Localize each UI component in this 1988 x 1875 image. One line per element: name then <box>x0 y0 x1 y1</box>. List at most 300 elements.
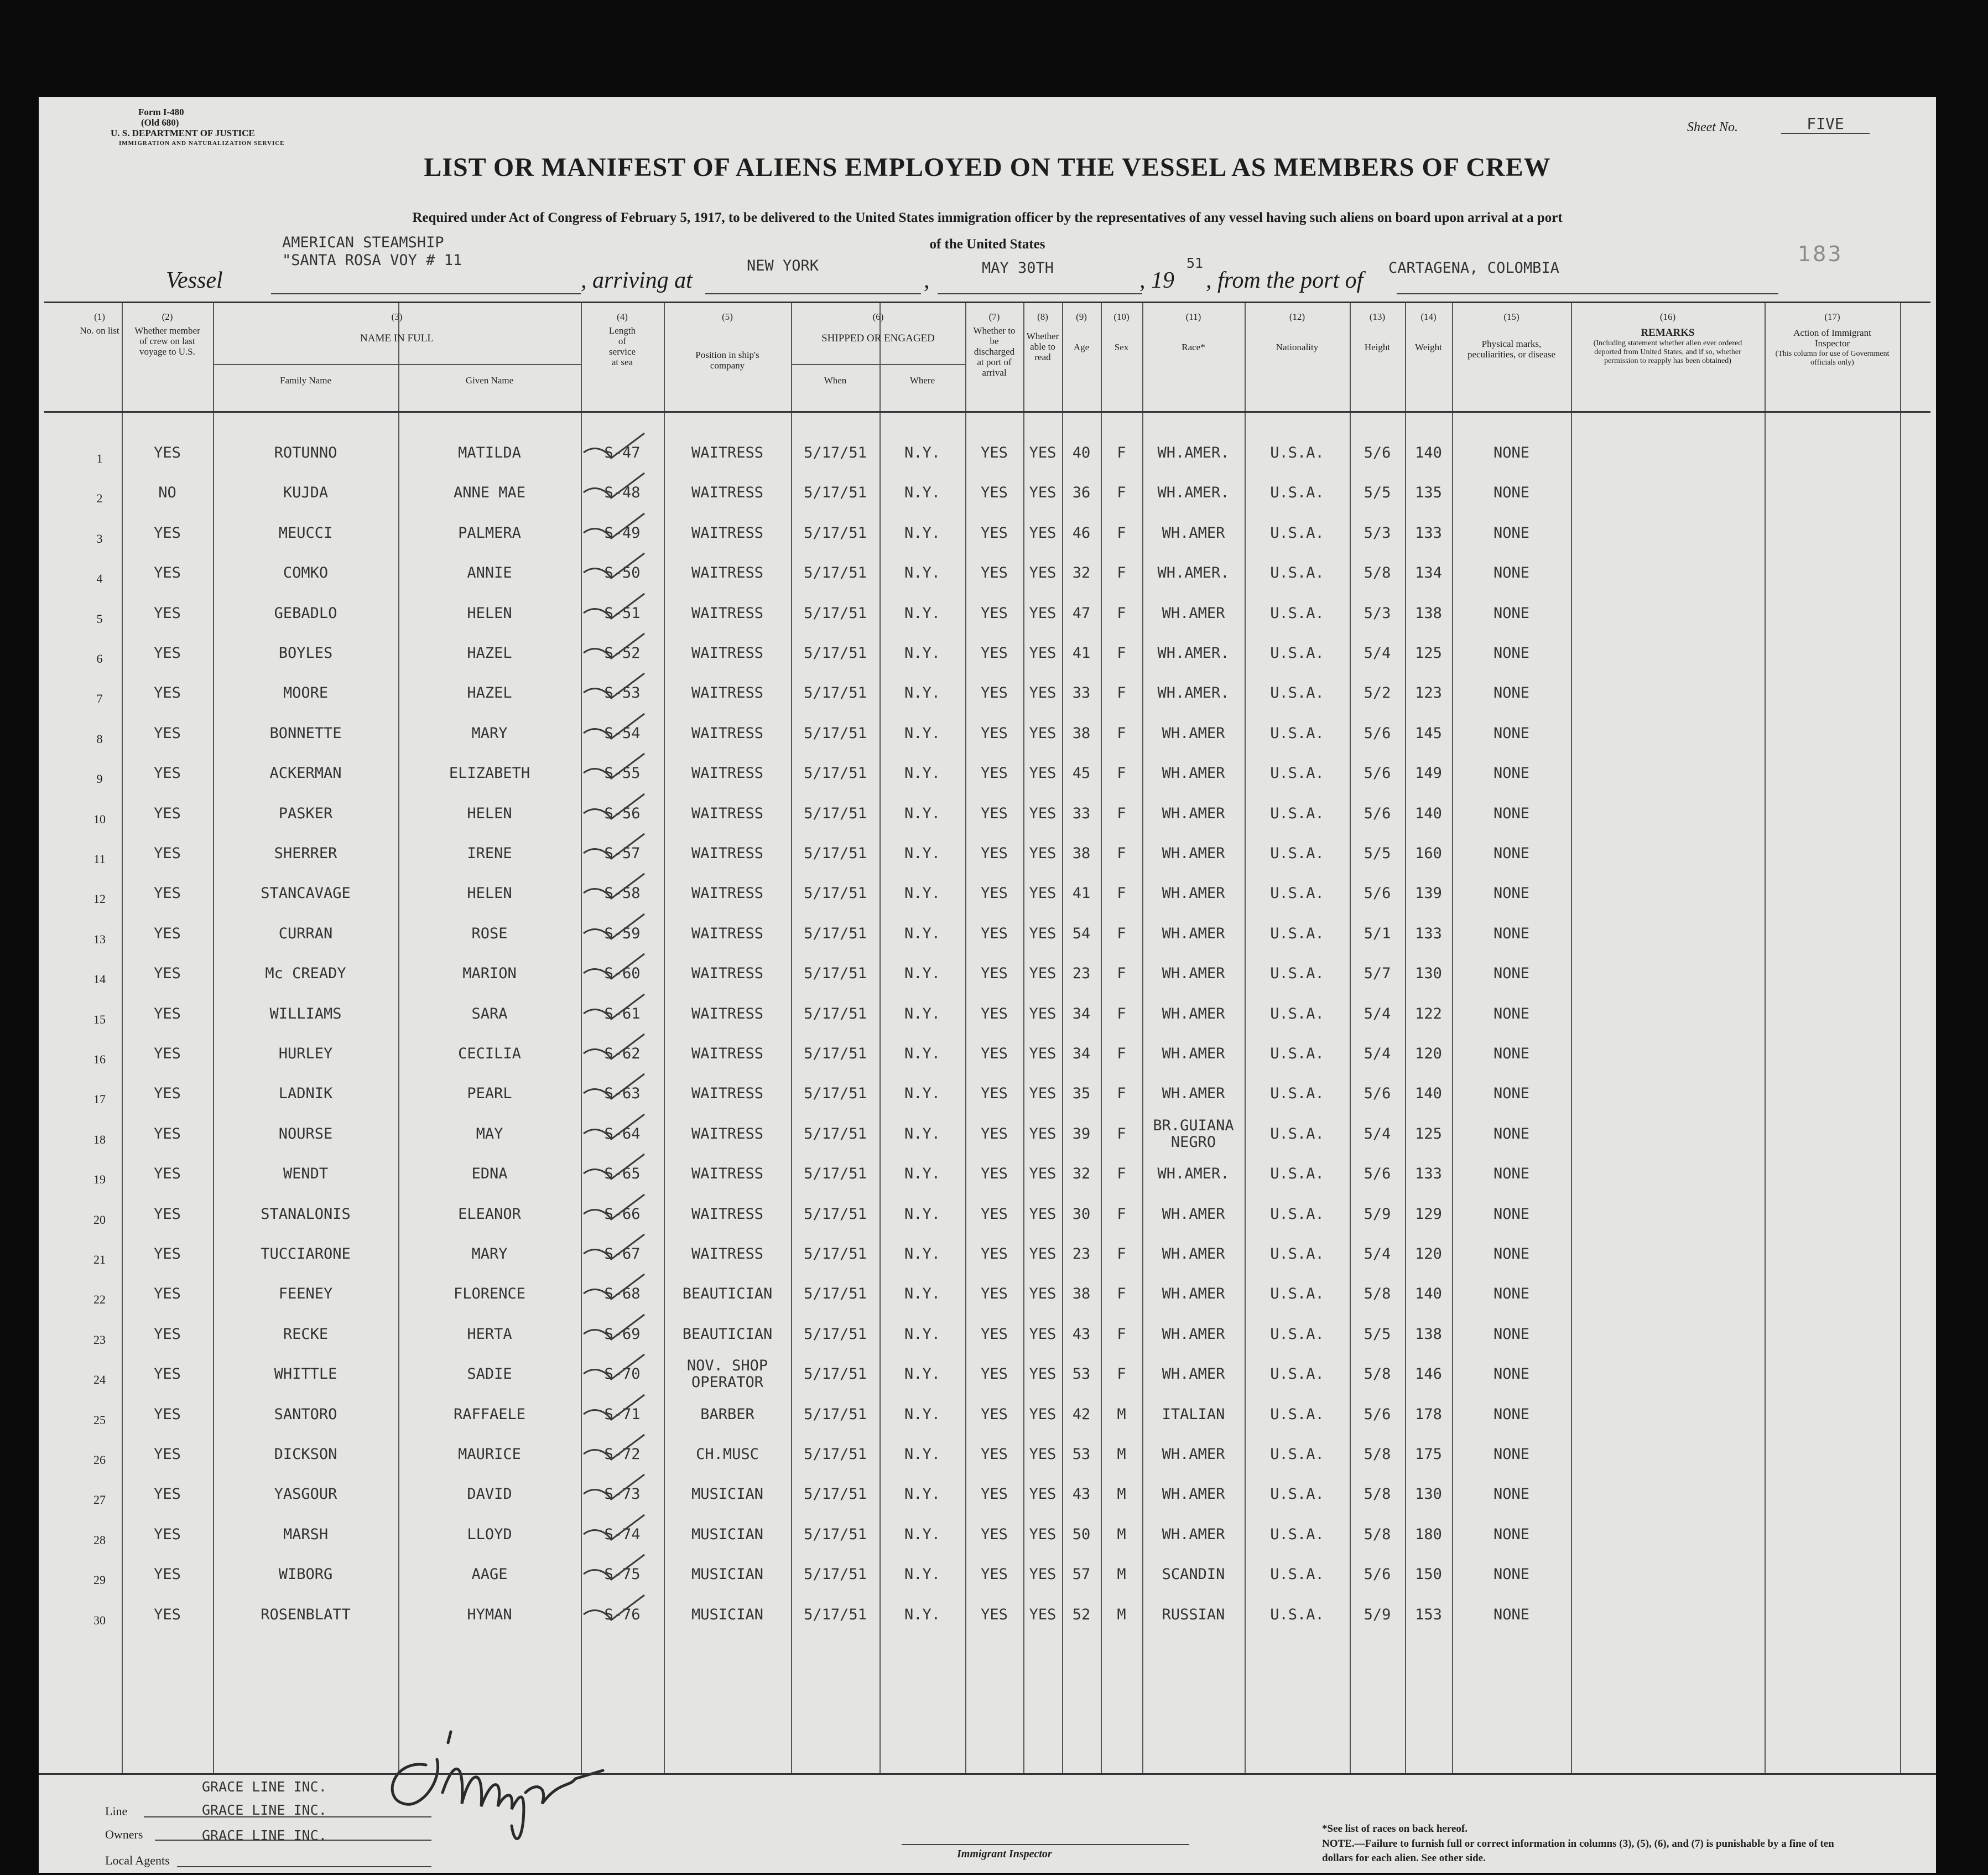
cell-prev: YES <box>154 804 181 822</box>
cell-read: YES <box>1029 765 1057 782</box>
handwritten-signature <box>360 1726 647 1853</box>
cell-service: S-56 <box>604 804 641 822</box>
cell-service: S-52 <box>604 645 641 662</box>
date-underline <box>938 293 1142 294</box>
cell-prev: YES <box>154 1245 181 1263</box>
cell-sex: F <box>1117 1125 1126 1142</box>
line-label: Line <box>105 1804 128 1818</box>
cell-when: 5/17/51 <box>804 1325 867 1343</box>
cell-height: 5/4 <box>1364 1245 1391 1263</box>
cell-family: WENDT <box>283 1165 329 1183</box>
cell-marks: NONE <box>1493 1325 1530 1343</box>
cell-weight: 160 <box>1415 845 1442 862</box>
cell-where: N.Y. <box>904 1606 941 1623</box>
cell-weight: 140 <box>1415 1285 1442 1303</box>
cell-race: WH.AMER. <box>1157 1165 1230 1183</box>
cell-age: 47 <box>1072 604 1091 622</box>
cell-race: ITALIAN <box>1162 1405 1225 1423</box>
cell-nationality: U.S.A. <box>1270 1525 1324 1543</box>
header-col-2: (2) Whether member of crew on last voyage to U.S. <box>134 311 200 357</box>
comma-separator: , <box>924 268 930 293</box>
cell-read: YES <box>1029 1245 1057 1263</box>
cell-given: LLOYD <box>467 1525 512 1543</box>
cell-marks: NONE <box>1493 604 1530 622</box>
cell-read: YES <box>1029 845 1057 862</box>
cell-age: 32 <box>1072 564 1091 582</box>
service-name: IMMIGRATION AND NATURALIZATION SERVICE <box>119 140 285 147</box>
cell-when: 5/17/51 <box>804 564 867 582</box>
cell-family: NOURSE <box>278 1125 333 1142</box>
cell-given: HELEN <box>467 885 512 902</box>
cell-marks: NONE <box>1493 885 1530 902</box>
cell-where: N.Y. <box>904 1325 941 1343</box>
cell-discharged: YES <box>981 845 1008 862</box>
cell-given: CECILIA <box>458 1045 521 1062</box>
cell-age: 33 <box>1072 684 1091 702</box>
cell-weight: 178 <box>1415 1405 1442 1423</box>
cell-service: S-71 <box>604 1405 641 1423</box>
cell-weight: 129 <box>1415 1205 1442 1223</box>
cell-given: HELEN <box>467 804 512 822</box>
vessel-underline <box>271 293 581 294</box>
cell-discharged: YES <box>981 1486 1008 1503</box>
cell-nationality: U.S.A. <box>1270 564 1324 582</box>
cell-given: HELEN <box>467 604 512 622</box>
cell-given: ELEANOR <box>458 1205 521 1223</box>
cell-weight: 120 <box>1415 1245 1442 1263</box>
cell-discharged: YES <box>981 1325 1008 1343</box>
cell-discharged: YES <box>981 924 1008 942</box>
cell-family: WIBORG <box>278 1566 333 1583</box>
row-number: 12 <box>93 892 106 906</box>
cell-position: BEAUTICIAN <box>682 1285 773 1303</box>
cell-given: PALMERA <box>458 524 521 542</box>
row-number: 14 <box>93 972 106 986</box>
cell-when: 5/17/51 <box>804 1365 867 1383</box>
cell-race: WH.AMER <box>1162 524 1225 542</box>
cell-sex: F <box>1117 1245 1126 1263</box>
races-note: *See list of races on back hereof. <box>1322 1823 1467 1835</box>
row-number: 7 <box>96 692 103 706</box>
table-row <box>44 1234 1930 1274</box>
row-number: 10 <box>93 812 106 826</box>
cell-race: SCANDIN <box>1162 1566 1225 1583</box>
cell-service: S-66 <box>604 1205 641 1223</box>
cell-prev: YES <box>154 645 181 662</box>
cell-when: 5/17/51 <box>804 885 867 902</box>
cell-race: WH.AMER <box>1162 1525 1225 1543</box>
cell-sex: F <box>1117 1165 1126 1183</box>
cell-when: 5/17/51 <box>804 1245 867 1263</box>
cell-discharged: YES <box>981 1005 1008 1022</box>
header-col-15: (15) Physical marks, peculiarities, or disease <box>1467 311 1556 360</box>
cell-prev: YES <box>154 1125 181 1142</box>
table-row <box>44 1315 1930 1354</box>
cell-height: 5/5 <box>1364 1325 1391 1343</box>
cell-age: 30 <box>1072 1205 1091 1223</box>
cell-given: MAY <box>476 1125 503 1142</box>
cell-marks: NONE <box>1493 524 1530 542</box>
table-row <box>44 754 1930 793</box>
cell-position: WAITRESS <box>691 804 764 822</box>
cell-weight: 145 <box>1415 724 1442 742</box>
header-when: When <box>824 375 847 386</box>
table-row <box>44 874 1930 913</box>
row-number: 25 <box>93 1412 106 1427</box>
header-where: Where <box>909 375 935 386</box>
header-col-17: (17) Action of Immigrant Inspector (This column for use of Government officials only) <box>1775 311 1890 367</box>
row-number: 17 <box>93 1092 106 1107</box>
cell-discharged: YES <box>981 1365 1008 1383</box>
cell-position: WAITRESS <box>691 845 764 862</box>
cell-race: WH.AMER <box>1162 1245 1225 1263</box>
cell-sex: F <box>1117 684 1126 702</box>
table-row <box>44 633 1930 673</box>
cell-height: 5/9 <box>1364 1205 1391 1223</box>
row-number: 30 <box>93 1613 106 1627</box>
cell-service: S-58 <box>604 885 641 902</box>
cell-where: N.Y. <box>904 604 941 622</box>
sheet-number-label: Sheet No. <box>1687 120 1738 134</box>
cell-height: 5/6 <box>1364 444 1391 461</box>
cell-nationality: U.S.A. <box>1270 604 1324 622</box>
cell-position: WAITRESS <box>691 885 764 902</box>
cell-sex: M <box>1117 1606 1126 1623</box>
cell-sex: M <box>1117 1486 1126 1503</box>
row-number: 26 <box>93 1453 106 1467</box>
table-row <box>44 473 1930 513</box>
cell-family: MEUCCI <box>278 524 333 542</box>
cell-when: 5/17/51 <box>804 845 867 862</box>
cell-family: STANCAVAGE <box>261 885 351 902</box>
cell-weight: 180 <box>1415 1525 1442 1543</box>
cell-family: SANTORO <box>274 1405 337 1423</box>
table-row <box>44 1274 1930 1314</box>
cell-age: 23 <box>1072 965 1091 983</box>
cell-family: GEBADLO <box>274 604 337 622</box>
crew-manifest-table <box>44 302 1930 1775</box>
row-number: 4 <box>96 572 103 586</box>
cell-race: WH.AMER. <box>1157 484 1230 502</box>
row-number: 21 <box>93 1253 106 1266</box>
cell-read: YES <box>1029 924 1057 942</box>
row-number: 3 <box>96 531 103 546</box>
cell-race: WH.AMER <box>1162 1285 1225 1303</box>
cell-position: BEAUTICIAN <box>682 1325 773 1343</box>
owners-label: Owners <box>105 1827 143 1841</box>
cell-given: HYMAN <box>467 1606 512 1623</box>
cell-service: S-65 <box>604 1165 641 1183</box>
cell-sex: M <box>1117 1566 1126 1583</box>
cell-nationality: U.S.A. <box>1270 484 1324 502</box>
table-row <box>44 1114 1930 1154</box>
cell-nationality: U.S.A. <box>1270 524 1324 542</box>
cell-service: S-64 <box>604 1125 641 1142</box>
name-subheader-divider <box>213 364 581 365</box>
cell-nationality: U.S.A. <box>1270 885 1324 902</box>
cell-where: N.Y. <box>904 845 941 862</box>
cell-given: MAURICE <box>458 1446 521 1463</box>
cell-marks: NONE <box>1493 1045 1530 1062</box>
cell-read: YES <box>1029 1446 1057 1463</box>
cell-nationality: U.S.A. <box>1270 1245 1324 1263</box>
cell-when: 5/17/51 <box>804 524 867 542</box>
row-number: 16 <box>93 1052 106 1066</box>
from-port-value: CARTAGENA, COLOMBIA <box>1388 259 1559 277</box>
cell-position: WAITRESS <box>691 1005 764 1022</box>
cell-when: 5/17/51 <box>804 1005 867 1022</box>
cell-height: 5/6 <box>1364 1405 1391 1423</box>
cell-discharged: YES <box>981 1606 1008 1623</box>
cell-read: YES <box>1029 604 1057 622</box>
cell-position: WAITRESS <box>691 965 764 983</box>
cell-where: N.Y. <box>904 564 941 582</box>
cell-read: YES <box>1029 444 1057 461</box>
cell-service: S-53 <box>604 684 641 702</box>
cell-age: 34 <box>1072 1005 1091 1022</box>
cell-marks: NONE <box>1493 1606 1530 1623</box>
cell-position: WAITRESS <box>691 1205 764 1223</box>
local-agents-label: Local Agents <box>105 1853 170 1867</box>
cell-race: WH.AMER. <box>1157 564 1230 582</box>
penalty-note <box>1322 1837 1853 1866</box>
cell-weight: 135 <box>1415 484 1442 502</box>
cell-given: DAVID <box>467 1486 512 1503</box>
cell-position: WAITRESS <box>691 765 764 782</box>
cell-nationality: U.S.A. <box>1270 724 1324 742</box>
table-row <box>44 1555 1930 1594</box>
cell-where: N.Y. <box>904 484 941 502</box>
cell-when: 5/17/51 <box>804 1165 867 1183</box>
cell-when: 5/17/51 <box>804 1606 867 1623</box>
cell-weight: 125 <box>1415 1125 1442 1142</box>
table-row <box>44 1595 1930 1635</box>
cell-family: Mc CREADY <box>265 965 346 983</box>
cell-age: 52 <box>1072 1606 1091 1623</box>
cell-where: N.Y. <box>904 1566 941 1583</box>
cell-weight: 133 <box>1415 924 1442 942</box>
cell-weight: 140 <box>1415 1085 1442 1103</box>
table-row <box>44 714 1930 754</box>
row-number: 28 <box>93 1533 106 1547</box>
cell-marks: NONE <box>1493 965 1530 983</box>
cell-service: S-73 <box>604 1486 641 1503</box>
table-row <box>44 673 1930 713</box>
cell-marks: NONE <box>1493 1365 1530 1383</box>
cell-when: 5/17/51 <box>804 724 867 742</box>
cell-height: 5/4 <box>1364 1125 1391 1142</box>
cell-discharged: YES <box>981 1165 1008 1183</box>
cell-height: 5/8 <box>1364 1486 1391 1503</box>
cell-given: ELIZABETH <box>449 765 530 782</box>
cell-where: N.Y. <box>904 444 941 461</box>
cell-weight: 149 <box>1415 765 1442 782</box>
cell-nationality: U.S.A. <box>1270 1045 1324 1062</box>
cell-height: 5/8 <box>1364 564 1391 582</box>
cell-race: WH.AMER <box>1162 924 1225 942</box>
cell-when: 5/17/51 <box>804 804 867 822</box>
cell-position: WAITRESS <box>691 604 764 622</box>
row-number: 1 <box>96 451 103 465</box>
immigrant-inspector-label: Immigrant Inspector <box>957 1848 1052 1860</box>
cell-family: YASGOUR <box>274 1486 337 1503</box>
cell-when: 5/17/51 <box>804 924 867 942</box>
cell-weight: 175 <box>1415 1446 1442 1463</box>
cell-where: N.Y. <box>904 1525 941 1543</box>
shipped-subheader-divider <box>791 364 965 365</box>
cell-age: 36 <box>1072 484 1091 502</box>
cell-marks: NONE <box>1493 765 1530 782</box>
cell-when: 5/17/51 <box>804 1045 867 1062</box>
cell-height: 5/6 <box>1364 804 1391 822</box>
cell-given: SADIE <box>467 1365 512 1383</box>
cell-position: WAITRESS <box>691 1085 764 1103</box>
cell-race: WH.AMER <box>1162 1085 1225 1103</box>
cell-discharged: YES <box>981 765 1008 782</box>
cell-discharged: YES <box>981 1085 1008 1103</box>
cell-where: N.Y. <box>904 1205 941 1223</box>
cell-family: ROSENBLATT <box>261 1606 351 1623</box>
cell-race: WH.AMER <box>1162 1365 1225 1383</box>
cell-marks: NONE <box>1493 924 1530 942</box>
table-row <box>44 1474 1930 1514</box>
cell-given: MARION <box>462 965 517 983</box>
cell-discharged: YES <box>981 524 1008 542</box>
cell-service: S-72 <box>604 1446 641 1463</box>
cell-when: 5/17/51 <box>804 444 867 461</box>
cell-sex: M <box>1117 1525 1126 1543</box>
cell-family: WHITTLE <box>274 1365 337 1383</box>
cell-marks: NONE <box>1493 1446 1530 1463</box>
cell-position: MUSICIAN <box>691 1486 764 1503</box>
cell-race: WH.AMER. <box>1157 645 1230 662</box>
row-number: 20 <box>93 1212 106 1227</box>
cell-position: WAITRESS <box>691 724 764 742</box>
cell-sex: F <box>1117 965 1126 983</box>
header-col-14: (14) Weight <box>1415 311 1442 352</box>
cell-marks: NONE <box>1493 1525 1530 1543</box>
cell-marks: NONE <box>1493 645 1530 662</box>
cell-age: 23 <box>1072 1245 1091 1263</box>
cell-marks: NONE <box>1493 564 1530 582</box>
line-value-top: GRACE LINE INC. <box>202 1779 327 1795</box>
cell-given: EDNA <box>471 1165 508 1183</box>
cell-age: 50 <box>1072 1525 1091 1543</box>
cell-prev: YES <box>154 1405 181 1423</box>
cell-nationality: U.S.A. <box>1270 804 1324 822</box>
cell-height: 5/7 <box>1364 965 1391 983</box>
cell-sex: F <box>1117 484 1126 502</box>
cell-marks: NONE <box>1493 484 1530 502</box>
arriving-label: , arriving at <box>581 268 693 293</box>
cell-age: 38 <box>1072 724 1091 742</box>
cell-sex: F <box>1117 645 1126 662</box>
cell-read: YES <box>1029 1165 1057 1183</box>
header-given-name: Given Name <box>465 375 514 386</box>
cell-family: ACKERMAN <box>269 765 342 782</box>
cell-family: PASKER <box>278 804 333 822</box>
cell-marks: NONE <box>1493 684 1530 702</box>
cell-read: YES <box>1029 1606 1057 1623</box>
cell-read: YES <box>1029 1325 1057 1343</box>
cell-nationality: U.S.A. <box>1270 1405 1324 1423</box>
cell-where: N.Y. <box>904 804 941 822</box>
table-row <box>44 1515 1930 1555</box>
cell-read: YES <box>1029 724 1057 742</box>
table-row <box>44 794 1930 834</box>
cell-weight: 153 <box>1415 1606 1442 1623</box>
cell-service: S-47 <box>604 444 641 461</box>
cell-when: 5/17/51 <box>804 765 867 782</box>
header-col-12: (12) Nationality <box>1276 311 1319 352</box>
cell-marks: NONE <box>1493 724 1530 742</box>
cell-read: YES <box>1029 885 1057 902</box>
cell-given: RAFFAELE <box>453 1405 526 1423</box>
cell-read: YES <box>1029 1365 1057 1383</box>
cell-discharged: YES <box>981 1245 1008 1263</box>
cell-service: S-76 <box>604 1606 641 1623</box>
cell-height: 5/4 <box>1364 645 1391 662</box>
cell-where: N.Y. <box>904 1405 941 1423</box>
cell-sex: F <box>1117 604 1126 622</box>
cell-marks: NONE <box>1493 1405 1530 1423</box>
cell-read: YES <box>1029 965 1057 983</box>
cell-height: 5/5 <box>1364 484 1391 502</box>
header-col-16: (16) REMARKS (Including statement whether alien ever ordered deported from United States, and if so, whether permission to reapply has been obtained) <box>1593 311 1742 365</box>
cell-given: MARY <box>471 724 508 742</box>
cell-when: 5/17/51 <box>804 484 867 502</box>
cell-position: WAITRESS <box>691 1165 764 1183</box>
note-text: —Failure to furnish full or correct information in columns (3), (5), (6), and (7) is punishable by a fine of ten dollars for each alien. See other side. <box>1322 1838 1834 1864</box>
cell-age: 46 <box>1072 524 1091 542</box>
cell-nationality: U.S.A. <box>1270 965 1324 983</box>
cell-when: 5/17/51 <box>804 1566 867 1583</box>
cell-height: 5/8 <box>1364 1285 1391 1303</box>
cell-nationality: U.S.A. <box>1270 1446 1324 1463</box>
cell-weight: 130 <box>1415 1486 1442 1503</box>
cell-where: N.Y. <box>904 1165 941 1183</box>
cell-sex: F <box>1117 885 1126 902</box>
form-old-number: (Old 680) <box>141 117 179 128</box>
cell-weight: 122 <box>1415 1005 1442 1022</box>
header-col-6: (6) SHIPPED OR ENGAGED <box>821 311 935 344</box>
year-prefix: , 19 <box>1139 268 1174 293</box>
cell-family: DICKSON <box>274 1446 337 1463</box>
vessel-name-line-1: AMERICAN STEAMSHIP <box>282 234 444 251</box>
cell-marks: NONE <box>1493 845 1530 862</box>
cell-prev: YES <box>154 1486 181 1503</box>
cell-age: 39 <box>1072 1125 1091 1142</box>
table-row <box>44 594 1930 633</box>
cell-race: WH.AMER <box>1162 1325 1225 1343</box>
cell-prev: YES <box>154 444 181 461</box>
cell-sex: F <box>1117 444 1126 461</box>
cell-race: WH.AMER <box>1162 1486 1225 1503</box>
cell-weight: 146 <box>1415 1365 1442 1383</box>
cell-prev: YES <box>154 1205 181 1223</box>
cell-height: 5/2 <box>1364 684 1391 702</box>
cell-weight: 139 <box>1415 885 1442 902</box>
cell-height: 5/4 <box>1364 1045 1391 1062</box>
cell-race: WH.AMER <box>1162 1005 1225 1022</box>
cell-prev: YES <box>154 1325 181 1343</box>
table-row <box>44 553 1930 593</box>
local-agents-underline <box>177 1866 431 1867</box>
cell-height: 5/3 <box>1364 604 1391 622</box>
cell-weight: 140 <box>1415 804 1442 822</box>
cell-service: S-75 <box>604 1566 641 1583</box>
cell-family: TUCCIARONE <box>261 1245 351 1263</box>
